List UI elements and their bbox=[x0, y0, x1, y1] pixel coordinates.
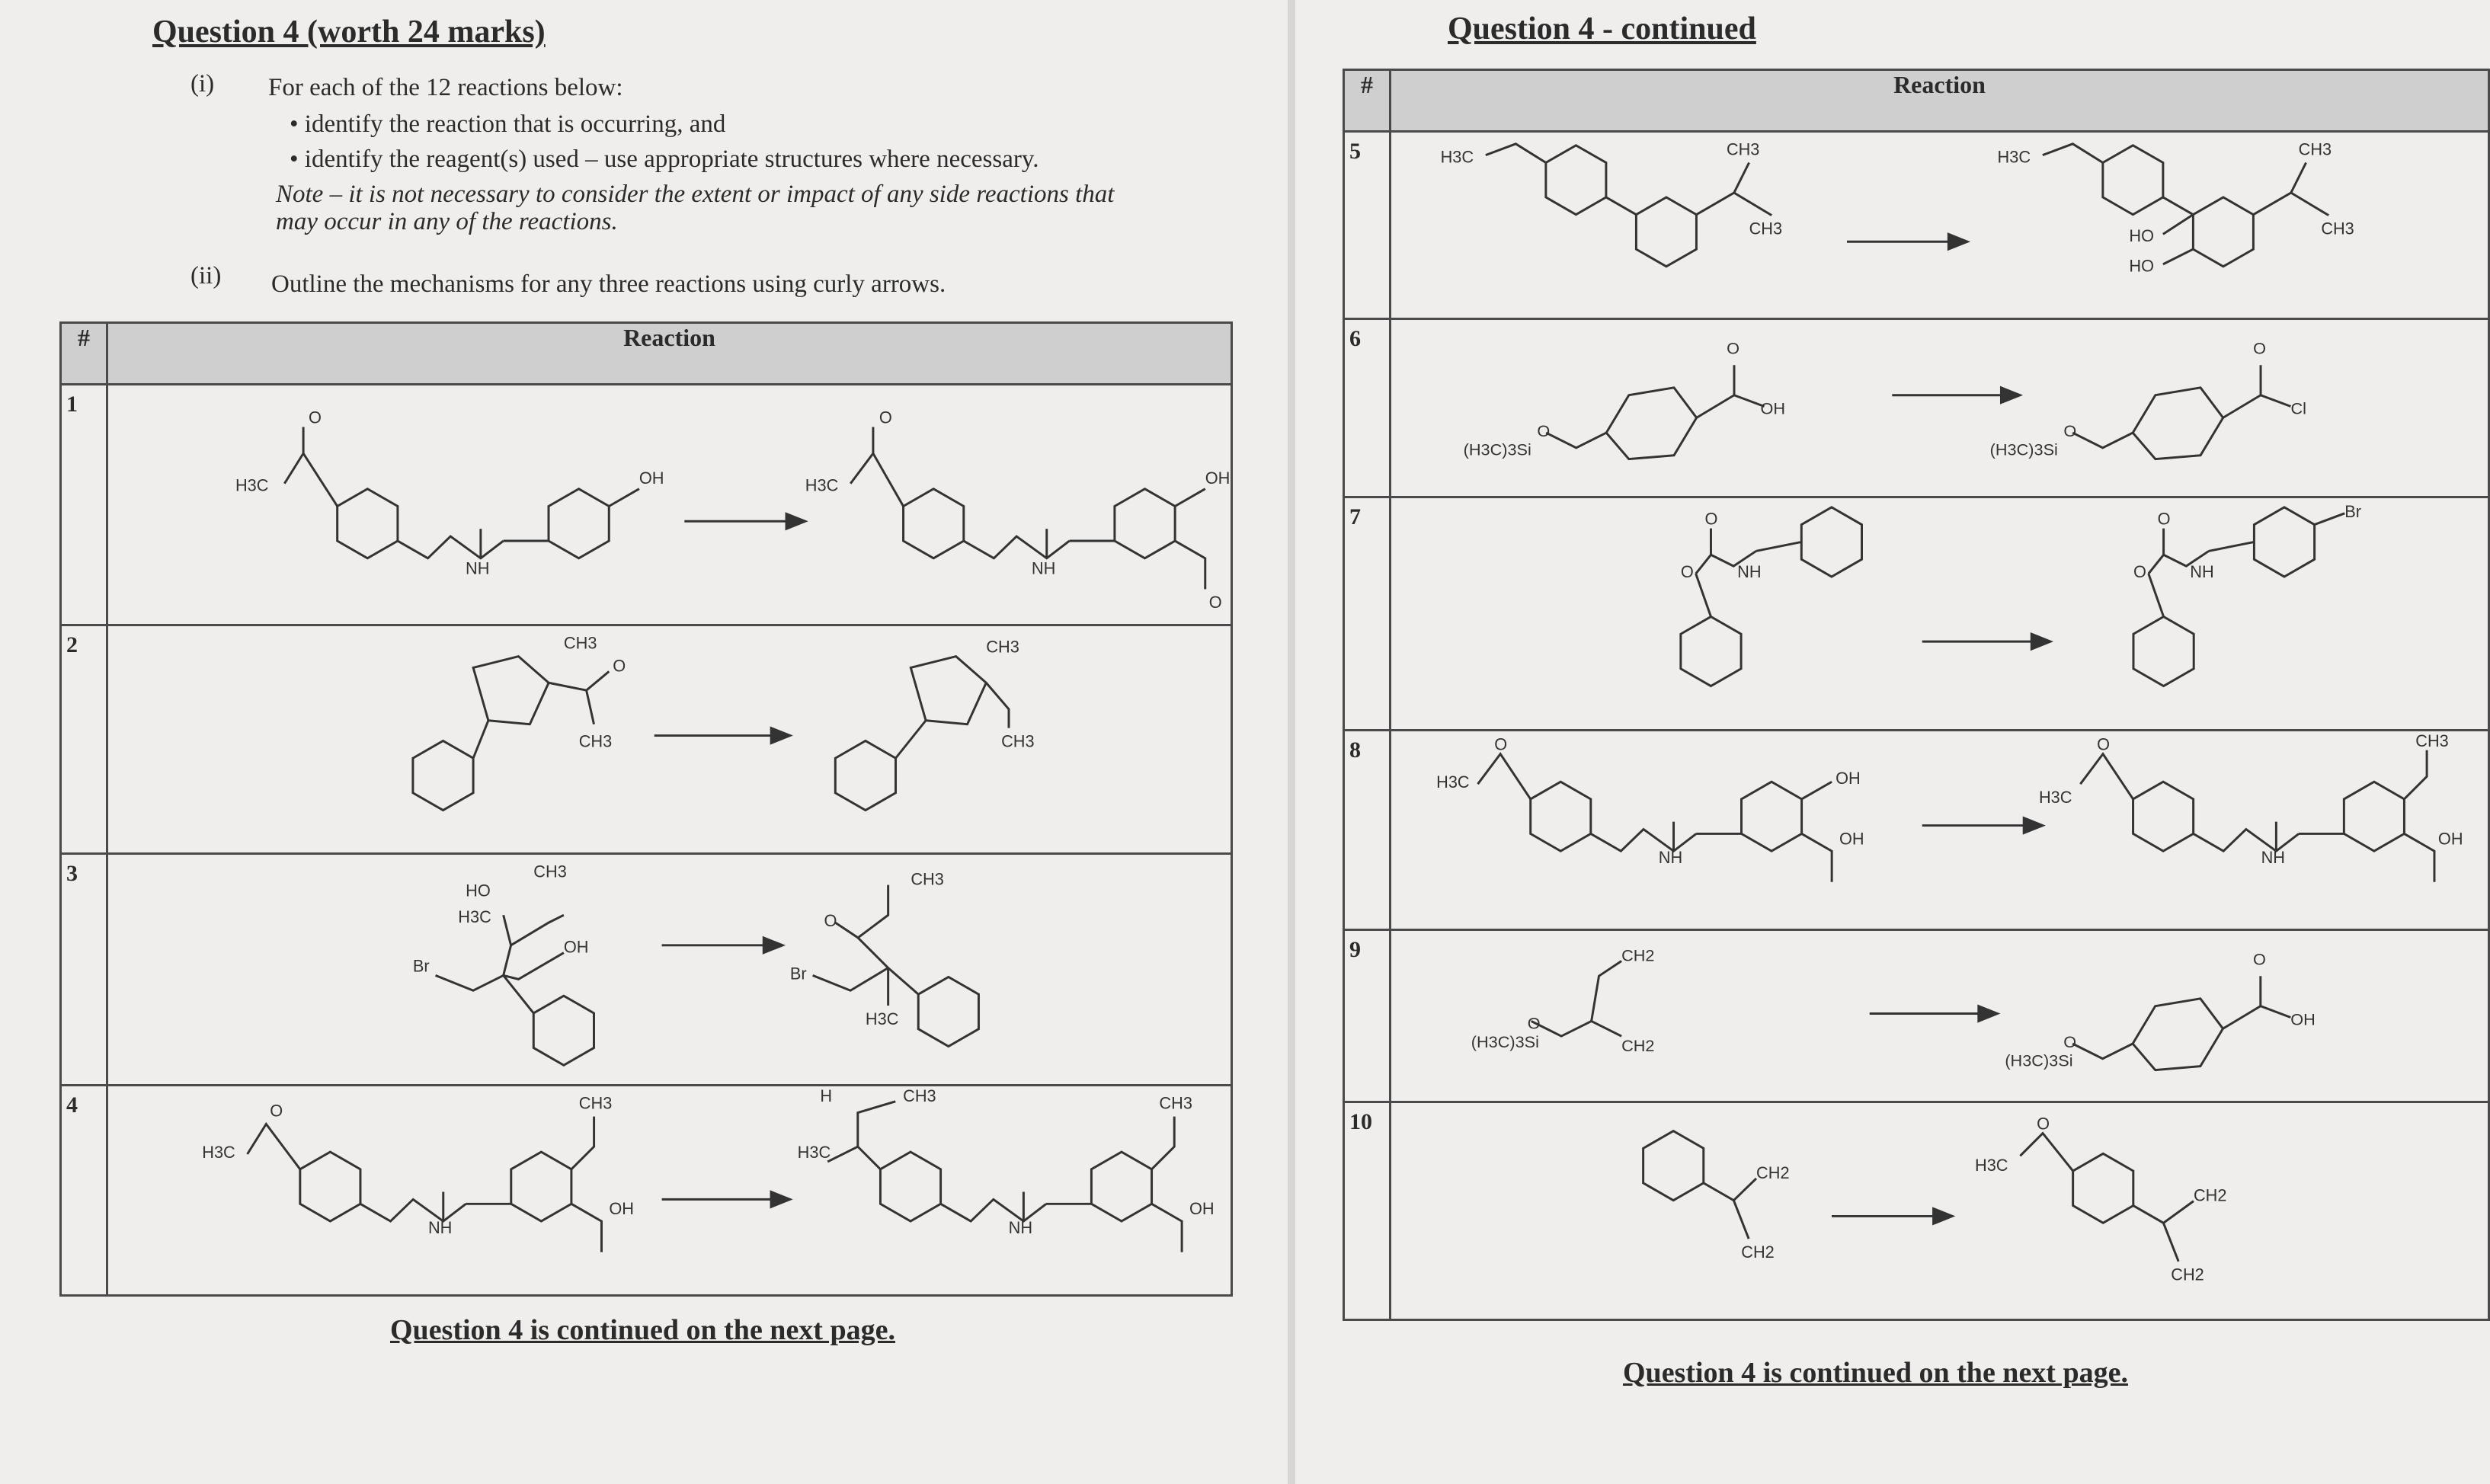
ho-label: HO bbox=[2129, 256, 2155, 276]
nh-label: NH bbox=[427, 1217, 453, 1237]
reaction-9 bbox=[1391, 930, 2489, 1102]
reaction-3 bbox=[107, 854, 1232, 1086]
bullet-identify-reaction: • identify the reaction that is occurring, and bbox=[290, 110, 726, 138]
row-number: 9 bbox=[1344, 930, 1391, 1102]
h-label: H bbox=[820, 1086, 833, 1105]
br-label: Br bbox=[789, 964, 807, 983]
reaction-1-scheme bbox=[108, 385, 1231, 624]
reaction-row bbox=[1344, 497, 2489, 731]
h3c-label: H3C bbox=[1997, 147, 2031, 167]
o-label: O bbox=[2253, 338, 2267, 358]
part-i-marker: (i) bbox=[190, 70, 215, 98]
note-line-2: may occur in any of the reactions. bbox=[276, 208, 618, 235]
nh-label: NH bbox=[1031, 558, 1056, 578]
ch2-label: CH2 bbox=[1621, 945, 1655, 965]
ch2-label: CH2 bbox=[1741, 1242, 1775, 1262]
tms-label: (H3C)3Si bbox=[2005, 1051, 2073, 1070]
ch3-label: CH3 bbox=[986, 637, 1019, 657]
o-label: O bbox=[2097, 734, 2111, 754]
row-number: 6 bbox=[1344, 319, 1391, 497]
reaction-7 bbox=[1391, 497, 2489, 731]
ch3-label: CH3 bbox=[563, 633, 597, 653]
reaction-6 bbox=[1391, 319, 2489, 497]
h3c-label: H3C bbox=[1975, 1156, 2008, 1175]
o-label: O bbox=[1680, 561, 1694, 581]
row-number: 1 bbox=[61, 385, 107, 625]
ch3-label: CH3 bbox=[1001, 731, 1035, 751]
o-label: O bbox=[824, 911, 837, 931]
reaction-5-scheme bbox=[1391, 133, 2488, 318]
col-header-reaction: Reaction bbox=[1391, 70, 2489, 132]
continued-title: Question 4 - continued bbox=[1448, 11, 1756, 46]
question-title: Question 4 (worth 24 marks) bbox=[152, 14, 546, 50]
oh-label: OH bbox=[2290, 1009, 2316, 1029]
ch3-label: CH3 bbox=[578, 731, 613, 751]
h3c-label: H3C bbox=[235, 475, 269, 495]
o-label: O bbox=[270, 1101, 283, 1121]
reaction-2 bbox=[107, 625, 1232, 854]
oh-label: OH bbox=[639, 468, 664, 488]
oh-label: OH bbox=[1760, 398, 1786, 418]
h3c-label: H3C bbox=[1436, 772, 1470, 792]
ch3-label: CH3 bbox=[1726, 139, 1760, 159]
ch3-label: CH3 bbox=[903, 1086, 936, 1105]
nh-label: NH bbox=[1008, 1217, 1033, 1237]
oh-label: OH bbox=[1189, 1199, 1215, 1219]
reaction-row bbox=[1344, 1102, 2489, 1320]
h3c-label: H3C bbox=[2038, 787, 2072, 807]
o-label: O bbox=[1704, 509, 1718, 529]
reaction-10-scheme bbox=[1391, 1103, 2488, 1319]
tms-label: (H3C)3Si bbox=[1989, 440, 2058, 459]
reaction-row bbox=[61, 385, 1232, 625]
reaction-row bbox=[61, 854, 1232, 1086]
o-label: O bbox=[1494, 734, 1508, 754]
o-label: O bbox=[309, 408, 322, 427]
page-divider bbox=[1288, 0, 1295, 1484]
h3c-label: H3C bbox=[1440, 147, 1474, 167]
note-line-1: Note – it is not necessary to consider the extent or impact of any side reactions that bbox=[276, 181, 1115, 208]
row-number: 7 bbox=[1344, 497, 1391, 731]
o-label: O bbox=[2063, 421, 2077, 441]
h3c-label: H3C bbox=[865, 1009, 899, 1028]
br-label: Br bbox=[412, 956, 430, 976]
cl-label: Cl bbox=[2290, 398, 2307, 418]
reaction-row bbox=[1344, 930, 2489, 1102]
reaction-row bbox=[1344, 731, 2489, 930]
nh-label: NH bbox=[466, 558, 490, 578]
ho-label: HO bbox=[466, 881, 491, 900]
row-number: 5 bbox=[1344, 132, 1391, 319]
reaction-4-scheme bbox=[108, 1086, 1231, 1294]
reaction-row bbox=[1344, 319, 2489, 497]
oh-label: OH bbox=[1839, 829, 1864, 849]
part-i-intro: For each of the 12 reactions below: bbox=[268, 74, 623, 101]
br-label: Br bbox=[2344, 501, 2362, 521]
o-label: O bbox=[2037, 1114, 2050, 1134]
o-label: O bbox=[2063, 1031, 2077, 1051]
row-number: 4 bbox=[61, 1086, 107, 1296]
part-ii-marker: (ii) bbox=[190, 262, 222, 289]
row-number: 8 bbox=[1344, 731, 1391, 930]
nh-label: NH bbox=[1737, 561, 1762, 581]
ch3-label: CH3 bbox=[2415, 731, 2449, 750]
reaction-6-scheme bbox=[1391, 320, 2488, 496]
o-label: O bbox=[1208, 593, 1222, 612]
oh-label: OH bbox=[2437, 829, 2463, 849]
reaction-9-scheme bbox=[1391, 931, 2488, 1101]
reaction-row bbox=[61, 625, 1232, 854]
ch2-label: CH2 bbox=[1756, 1163, 1790, 1182]
o-label: O bbox=[613, 656, 626, 676]
bullet-identify-reagents: • identify the reagent(s) used – use appropriate structures where necessary. bbox=[290, 146, 1039, 173]
row-number: 10 bbox=[1344, 1102, 1391, 1320]
continued-footer: Question 4 is continued on the next page. bbox=[1623, 1357, 2128, 1389]
h3c-label: H3C bbox=[458, 907, 491, 927]
nh-label: NH bbox=[2261, 847, 2286, 867]
reaction-table-right bbox=[1343, 69, 2490, 1321]
reaction-7-scheme bbox=[1391, 498, 2488, 729]
reaction-8-scheme bbox=[1391, 731, 2488, 929]
o-label: O bbox=[2252, 949, 2266, 969]
col-header-num: # bbox=[1344, 70, 1391, 132]
reaction-8 bbox=[1391, 731, 2489, 930]
oh-label: OH bbox=[1205, 468, 1231, 488]
o-label: O bbox=[2133, 561, 2146, 581]
ch3-label: CH3 bbox=[2298, 139, 2332, 159]
oh-label: OH bbox=[609, 1199, 634, 1219]
row-number: 2 bbox=[61, 625, 107, 854]
o-label: O bbox=[1527, 1013, 1541, 1033]
reaction-4 bbox=[107, 1086, 1232, 1296]
reaction-table-left bbox=[59, 321, 1233, 1297]
o-label: O bbox=[879, 408, 892, 427]
ch2-label: CH2 bbox=[1621, 1035, 1655, 1055]
ch3-label: CH3 bbox=[533, 862, 567, 881]
ch3-label: CH3 bbox=[2321, 219, 2354, 238]
tms-label: (H3C)3Si bbox=[1471, 1031, 1539, 1051]
ch3-label: CH3 bbox=[1749, 219, 1783, 238]
ch3-label: CH3 bbox=[1159, 1093, 1192, 1113]
reaction-1 bbox=[107, 385, 1232, 625]
ch3-label: CH3 bbox=[911, 869, 944, 889]
reaction-row bbox=[1344, 132, 2489, 319]
row-number: 3 bbox=[61, 854, 107, 1086]
continued-footer: Question 4 is continued on the next page. bbox=[390, 1314, 895, 1346]
ch2-label: CH2 bbox=[2193, 1185, 2227, 1205]
o-label: O bbox=[1727, 338, 1740, 358]
nh-label: NH bbox=[1658, 847, 1683, 867]
col-header-num: # bbox=[61, 323, 107, 385]
reaction-row bbox=[61, 1086, 1232, 1296]
reaction-2-scheme bbox=[108, 626, 1231, 852]
tms-label: (H3C)3Si bbox=[1463, 440, 1531, 459]
o-label: O bbox=[2157, 509, 2171, 529]
reaction-5 bbox=[1391, 132, 2489, 319]
h3c-label: H3C bbox=[202, 1142, 235, 1162]
o-label: O bbox=[1537, 421, 1551, 441]
col-header-reaction: Reaction bbox=[107, 323, 1232, 385]
ho-label: HO bbox=[2129, 226, 2155, 246]
reaction-3-scheme bbox=[108, 855, 1231, 1084]
part-ii-text: Outline the mechanisms for any three reactions using curly arrows. bbox=[271, 270, 946, 298]
ch3-label: CH3 bbox=[578, 1093, 613, 1113]
oh-label: OH bbox=[1835, 769, 1861, 788]
right-page bbox=[1295, 0, 2490, 1484]
ch2-label: CH2 bbox=[2171, 1265, 2204, 1284]
oh-label: OH bbox=[563, 937, 589, 957]
h3c-label: H3C bbox=[805, 475, 839, 495]
reaction-10 bbox=[1391, 1102, 2489, 1320]
nh-label: NH bbox=[2190, 561, 2214, 581]
h3c-label: H3C bbox=[797, 1142, 831, 1162]
